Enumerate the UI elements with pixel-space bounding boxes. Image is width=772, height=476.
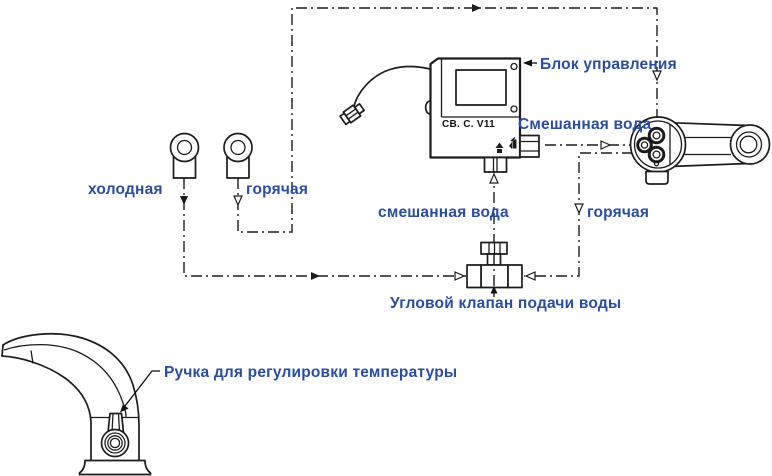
arrow-hot-return-down	[575, 204, 583, 213]
angle-valve	[467, 243, 522, 288]
label-hot-supply: горячая	[246, 181, 309, 198]
faucet-tip-edge	[2, 345, 3, 356]
control-unit-cable	[354, 67, 430, 106]
control-unit-bottom-fitting	[485, 158, 507, 173]
control-unit-model-text: CB. C. V11	[442, 119, 496, 130]
control-unit-right-port	[520, 136, 539, 158]
valve-nut	[481, 243, 507, 255]
label-mixed-water-in: смешанная вода	[378, 204, 509, 221]
arrow-mixed-right	[601, 141, 610, 149]
sensor-window	[102, 430, 129, 457]
label-hot-line: горячая	[587, 204, 650, 221]
arrow-hot-down	[234, 196, 242, 205]
hot-supply-symbol	[224, 134, 252, 179]
mixer-bottom-fitting	[646, 172, 668, 185]
pipe-cold-supply-line	[184, 178, 466, 276]
pipe-lines	[184, 8, 657, 287]
flow-arrows	[180, 4, 661, 280]
port-bottom	[649, 147, 664, 162]
arrow-valve-to-unit-up	[490, 174, 498, 183]
control-unit	[339, 59, 539, 173]
valve-port-right	[508, 265, 522, 288]
arrow-top-right	[472, 4, 481, 12]
control-unit-pointer-arrow	[523, 60, 532, 67]
arrow-into-valve-left	[455, 272, 464, 280]
label-mixed-water-out: Смешанная вода	[518, 116, 652, 133]
sensor-faucet	[2, 334, 151, 475]
arrow-into-valve-right	[526, 272, 535, 280]
label-control-unit: Блок управления	[540, 56, 677, 73]
label-cold-supply: холодная	[88, 181, 163, 198]
control-unit-screen	[456, 70, 506, 105]
faucet-base	[80, 461, 151, 475]
faucet-inner-curve	[2, 356, 91, 461]
valve-port-left	[467, 265, 481, 288]
cold-supply-symbol	[171, 134, 199, 179]
arrow-cold-down	[180, 196, 188, 205]
faucet-highlight-band	[4, 345, 126, 417]
label-temperature-handle: Ручка для регулировки температуры	[164, 364, 458, 381]
cable-connector	[339, 102, 365, 126]
handle-pointer-arrow	[120, 404, 129, 413]
label-angle-valve: Угловой клапан подачи воды	[390, 295, 622, 312]
labels	[88, 56, 677, 381]
arrow-cold-right	[311, 272, 320, 280]
